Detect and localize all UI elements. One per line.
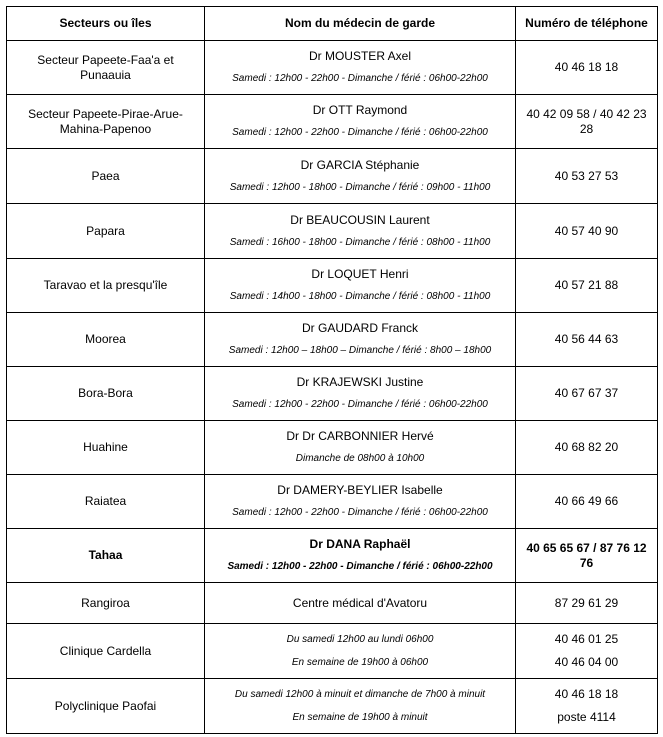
phone-cell [516,624,658,679]
sector-cell: Moorea [7,313,205,367]
sector-cell: Secteur Papeete-Faa'a et Punaauia [7,41,205,95]
phone-cell: 40 66 49 66 [516,475,658,529]
weekend-hours: Du samedi 12h00 à minuit et dimanche de 7h00 à minuit [234,689,486,700]
phone-cell [516,679,658,734]
doctor-name: Dr GAUDARD Franck [301,321,418,335]
doctor-name: Dr LOQUET Henri [311,267,409,281]
phone-cell: 40 46 18 18 [516,41,658,95]
table-row [7,313,658,367]
doctor-name: Dr BEAUCOUSIN Laurent [290,212,430,227]
doctor-cell [205,95,516,149]
doctor-name: Dr GARCIA Stéphanie [300,157,420,172]
phone-cell: 40 68 82 20 [516,421,658,475]
doctor-name: Dr MOUSTER Axel [308,49,411,63]
doctor-name: Centre médical d'Avatoru [292,595,428,610]
sector-cell: Polyclinique Paofai [7,679,205,734]
duty-hours: Samedi : 12h00 - 22h00 - Dimanche / férié : 06h00-22h00 [232,399,488,410]
table-header-row [7,7,658,41]
table-row [7,679,658,734]
doctor-cell [205,475,516,529]
sector-cell: Taravao et la presqu'île [7,259,205,313]
phone-number: 40 46 01 25 [554,632,619,646]
doctor-name: Dr KRAJEWSKI Justine [296,375,424,389]
sector-cell: Bora-Bora [7,367,205,421]
duty-hours: Samedi : 12h00 – 18h00 – Dimanche / férié : 8h00 – 18h00 [228,345,492,356]
sector-cell: Paea [7,149,205,204]
header-sector: Secteurs ou îles [7,7,205,41]
hours-cell [205,624,516,679]
table-row [7,95,658,149]
doctor-cell [205,421,516,475]
sector-cell: Secteur Papeete-Pirae-Arue-Mahina-Papenoo [7,95,205,149]
sector-cell: Tahaa [7,529,205,583]
phone-cell: 87 29 61 29 [516,583,658,624]
sector-cell: Huahine [7,421,205,475]
doctor-cell [205,529,516,583]
hours-cell [205,679,516,734]
doctor-cell [205,367,516,421]
phone-cell: 40 42 09 58 / 40 42 23 28 [516,95,658,149]
doctor-name: Dr DAMERY-BEYLIER Isabelle [277,483,443,497]
phone-cell: 40 56 44 63 [516,313,658,367]
phone-cell: 40 53 27 53 [516,149,658,204]
weekday-hours: En semaine de 19h00 à 06h00 [291,657,429,668]
phone-cell: 40 57 21 88 [516,259,658,313]
phone-number: 40 46 04 00 [554,655,619,669]
duty-hours: Samedi : 16h00 - 18h00 - Dimanche / férié : 08h00 - 11h00 [229,236,491,248]
doctor-cell [205,149,516,204]
doctor-cell [205,204,516,259]
weekday-hours: En semaine de 19h00 à minuit [292,712,428,723]
duty-hours: Samedi : 12h00 - 22h00 - Dimanche / férié : 06h00-22h00 [232,73,488,84]
duty-hours: Dimanche de 08h00 à 10h00 [295,453,425,464]
table-row [7,204,658,259]
table-row [7,259,658,313]
doctor-name: Dr Dr CARBONNIER Hervé [286,429,434,443]
phone-extension: poste 4114 [557,710,616,724]
duty-hours: Samedi : 12h00 - 18h00 - Dimanche / férié : 09h00 - 11h00 [229,181,491,193]
table-row [7,529,658,583]
doctor-cell [205,583,516,624]
table-row [7,149,658,204]
phone-cell: 40 57 40 90 [516,204,658,259]
duty-hours: Samedi : 12h00 - 22h00 - Dimanche / férié : 06h00-22h00 [232,507,488,518]
sector-cell: Clinique Cardella [7,624,205,679]
duty-hours: Samedi : 12h00 - 22h00 - Dimanche / férié : 06h00-22h00 [227,561,493,572]
doctor-cell [205,259,516,313]
duty-hours: Samedi : 14h00 - 18h00 - Dimanche / férié : 08h00 - 11h00 [229,291,491,302]
sector-cell: Raiatea [7,475,205,529]
phone-number: 40 46 18 18 [554,687,619,701]
table-row [7,624,658,679]
phone-cell: 40 67 67 37 [516,367,658,421]
sector-cell: Rangiroa [7,583,205,624]
header-phone: Numéro de téléphone [516,7,658,41]
duty-hours: Samedi : 12h00 - 22h00 - Dimanche / férié : 06h00-22h00 [232,127,488,138]
sector-cell: Papara [7,204,205,259]
doctor-cell [205,41,516,95]
doctor-name: Dr OTT Raymond [312,103,408,117]
doctor-cell [205,313,516,367]
table-row [7,421,658,475]
phone-cell: 40 65 65 67 / 87 76 12 76 [516,529,658,583]
header-doctor: Nom du médecin de garde [205,7,516,41]
table-row [7,475,658,529]
table-row [7,41,658,95]
on-call-doctors-table [6,6,658,734]
weekend-hours: Du samedi 12h00 au lundi 06h00 [286,634,434,645]
table-row [7,367,658,421]
table-row [7,583,658,624]
doctor-name: Dr DANA Raphaël [309,537,411,551]
